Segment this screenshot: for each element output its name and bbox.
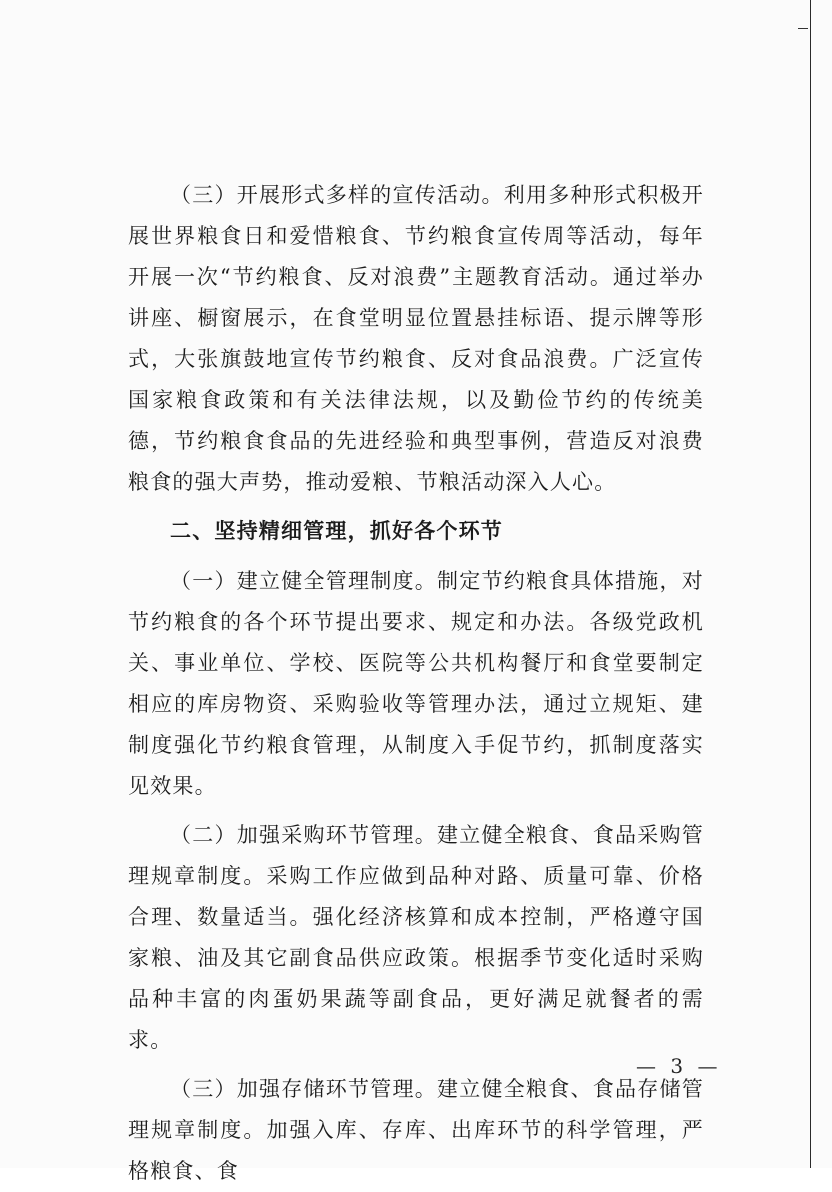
document-body [128,175,704,1192]
section-heading: 二、坚持精细管理，抓好各个环节 [170,519,503,543]
page-edge-mark [798,28,808,29]
paragraph-text: 建立健全粮食、食品存储管理规章制度。加强入库、存库、出库环节的科学管理，严格粮食、食 [128,1077,704,1183]
page-number: — 3 — [636,1054,722,1078]
paragraph-procurement [128,815,704,1061]
paragraph-lead: （三）加强存储环节管理。 [170,1077,438,1101]
paragraph-publicity [128,175,704,503]
paragraph-text: 制定节约粮食具体措施，对节约粮食的各个环节提出要求、规定和办法。各级党政机关、事业单位、学校、医院等公共机构餐厅和食堂要制定相应的库房物资、采购验收等管理办法，通过立规矩、建制度强化节约粮食管理，从制度入手促节约，抓制度落实见效果。 [128,569,704,798]
paragraph-management-system [128,561,704,807]
page-edge-line [810,0,811,1168]
paragraph-lead: （三）开展形式多样的宣传活动。 [170,183,504,207]
paragraph-lead: （二）加强采购环节管理。 [170,823,438,847]
paragraph-lead: （一）建立健全管理制度。 [170,569,438,593]
paragraph-storage [128,1069,704,1192]
paragraph-text: 利用多种形式积极开展世界粮食日和爱惜粮食、节约粮食宣传周等活动，每年开展一次“节约粮食、反对浪费”主题教育活动。通过举办讲座、橱窗展示，在食堂明显位置悬挂标语、提示牌等形式，大张旗鼓地宣传节约粮食、反对食品浪费。广泛宣传国家粮食政策和有关法律法规，以及勤俭节约的传统美德，节约粮食食品的先进经验和典型事例，营造反对浪费粮食的强大声势，推动爱粮、节粮活动深入人心。 [128,183,704,494]
paragraph-text: 建立健全粮食、食品采购管理规章制度。采购工作应做到品种对路、质量可靠、价格合理、数量适当。强化经济核算和成本控制，严格遵守国家粮、油及其它副食品供应政策。根据季节变化适时采购品种丰富的肉蛋奶果蔬等副食品，更好满足就餐者的需求。 [128,823,704,1052]
